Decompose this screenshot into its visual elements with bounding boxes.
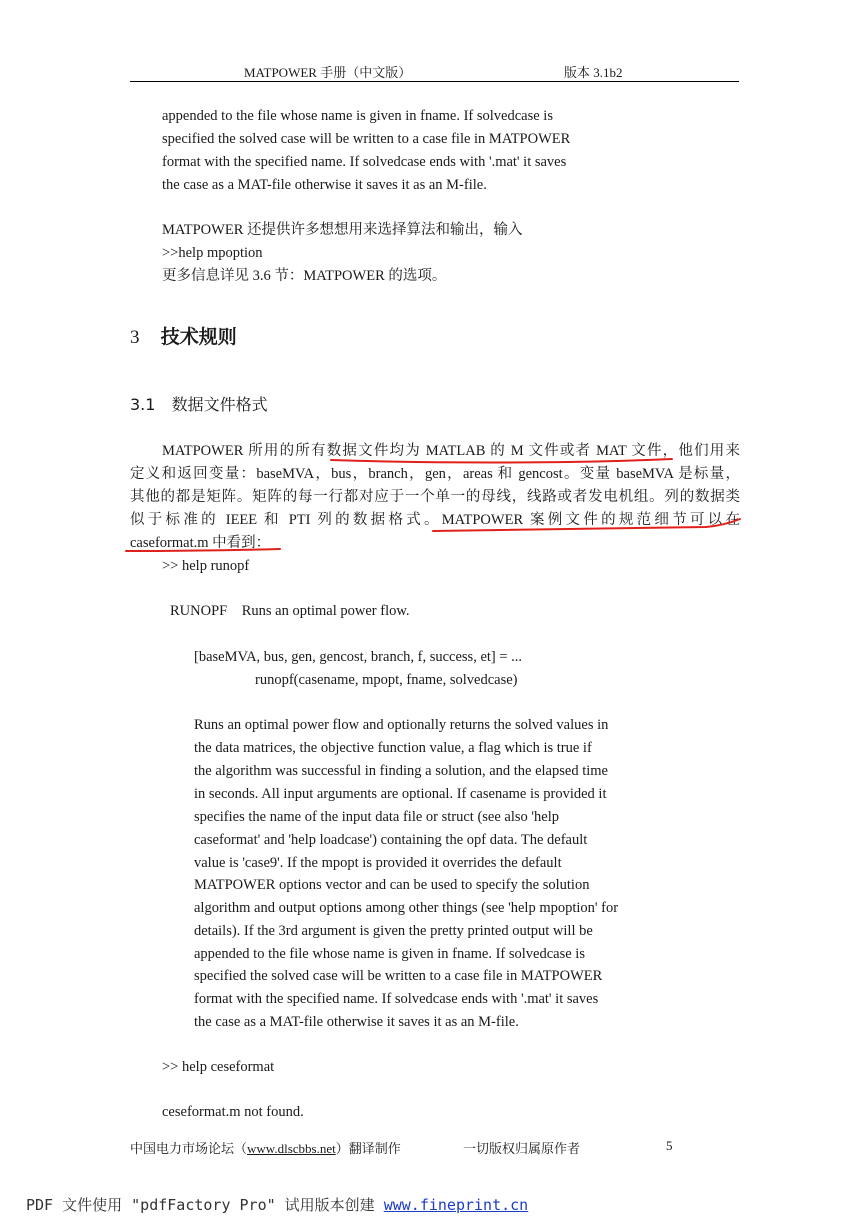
pdf-notice-link[interactable]: www.fineprint.cn <box>383 1196 529 1214</box>
text-line: specified the solved case will be written to a case file in MATPOWER <box>162 131 571 147</box>
section-title: 技术规则 <box>160 326 237 348</box>
paragraph-line: 其他的都是矩阵。矩阵的每一行都对应于一个单一的母线，线路或者发电机组。列的数据类 <box>130 489 740 505</box>
desc-line: in seconds. All input arguments are optional. If casename is provided it <box>194 786 607 802</box>
footer-pre: 中国电力市场论坛（ <box>130 1141 248 1156</box>
text-line: appended to the file whose name is given in fname. If solvedcase is <box>162 108 553 124</box>
subsection-title: 数据文件格式 <box>171 395 268 414</box>
footer-rights: 一切版权归属原作者 <box>463 1141 581 1156</box>
annotation-underline <box>331 459 672 463</box>
annotation-underline <box>126 549 280 551</box>
command-line: >> help ceseformat <box>162 1059 275 1075</box>
page-number: 5 <box>666 1138 673 1153</box>
runopf-signature: [baseMVA, bus, gen, gencost, branch, f, success, et] = ... <box>194 649 523 665</box>
paragraph-line: 定义和返回变量：baseMVA，bus，branch，gen，areas 和 gencost。变量 baseMVA 是标量， <box>130 466 740 482</box>
paragraph-line: caseformat.m 中看到： <box>130 535 271 551</box>
desc-line: appended to the file whose name is given in fname. If solvedcase is <box>194 946 585 962</box>
desc-line: details). If the 3rd argument is given the pretty printed output will be <box>194 923 593 939</box>
footer-link[interactable]: www.dlscbbs.net <box>247 1141 336 1156</box>
command-line: >> help runopf <box>162 558 250 574</box>
desc-line: Runs an optimal power flow and optionally returns the solved values in <box>194 717 609 733</box>
desc-line: the case as a MAT-file otherwise it saves it as an M-file. <box>194 1014 519 1030</box>
desc-line: the data matrices, the objective function value, a flag which is true if <box>194 740 592 756</box>
desc-line: algorithm and output options among other things (see 'help mpoption' for <box>194 900 619 916</box>
runopf-title: RUNOPF Runs an optimal power flow. <box>170 603 410 619</box>
options-command: >>help mpoption <box>162 245 263 261</box>
paragraph-line: MATPOWER 所用的所有数据文件均为 MATLAB 的 M 文件或者 MAT 文件，他们用来 <box>162 443 740 459</box>
paragraph-line: 似于标准的 IEEE 和 PTI 列的数据格式。MATPOWER 案例文件的规范细节可以在 <box>130 512 740 528</box>
header-title: MATPOWER 手册（中文版） <box>244 65 412 80</box>
text-line: format with the specified name. If solvedcase ends with '.mat' it saves <box>162 154 567 170</box>
desc-line: specified the solved case will be written to a case file in MATPOWER <box>194 968 603 984</box>
header-version: 版本 3.1b2 <box>564 65 623 80</box>
section-number: 3 <box>130 327 140 348</box>
annotation-underline <box>433 519 740 531</box>
desc-line: the algorithm was successful in finding a solution, and the elapsed time <box>194 763 608 779</box>
desc-line: format with the specified name. If solvedcase ends with '.mat' it saves <box>194 991 599 1007</box>
desc-line: MATPOWER options vector and can be used to specify the solution <box>194 877 590 893</box>
desc-line: value is 'case9'. If the mpopt is provided it overrides the default <box>194 855 562 871</box>
footer-post: ）翻译制作 <box>335 1141 401 1156</box>
runopf-signature: runopf(casename, mpopt, fname, solvedcase) <box>255 672 518 688</box>
pdf-notice-text: PDF 文件使用 "pdfFactory Pro" 试用版本创建 <box>26 1196 384 1214</box>
text-line: the case as a MAT-file otherwise it saves it as an M-file. <box>162 177 487 193</box>
not-found-message: ceseformat.m not found. <box>162 1104 304 1120</box>
options-line: MATPOWER 还提供许多想想用来选择算法和输出，输入 <box>162 222 523 238</box>
options-reference: 更多信息详见 3.6 节：MATPOWER 的选项。 <box>162 268 447 284</box>
desc-line: specifies the name of the input data file or struct (see also 'help <box>194 809 559 825</box>
subsection-number: 3.1 <box>130 395 156 414</box>
desc-line: caseformat' and 'help loadcase') containing the opf data. The default <box>194 832 588 848</box>
